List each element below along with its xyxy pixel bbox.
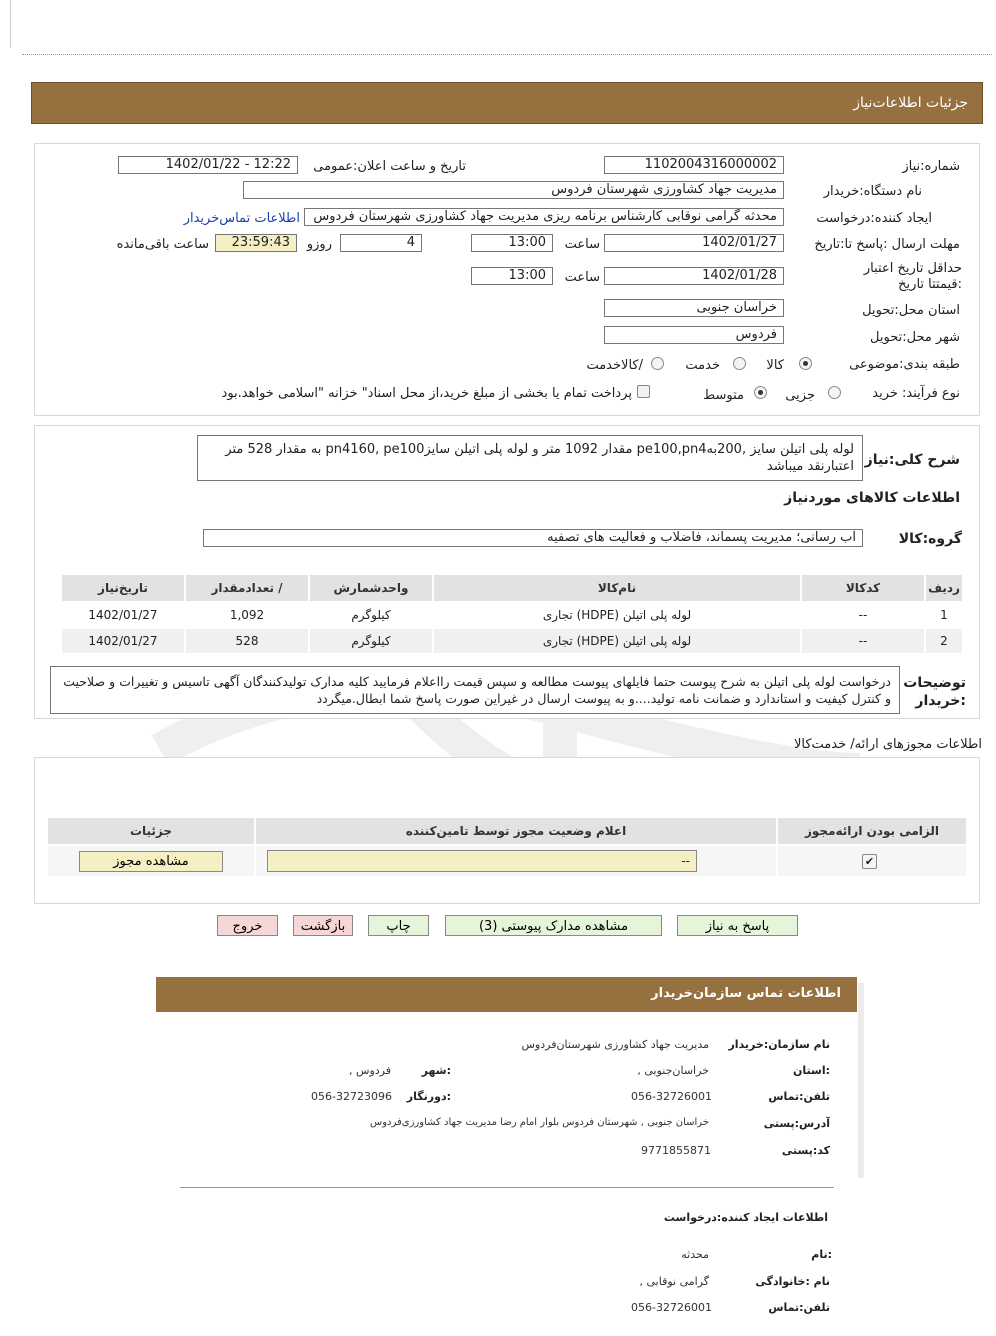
cell-unit: کیلوگرم bbox=[351, 634, 391, 648]
summary-field: لوله پلی اتیلن سایز ,200بهpe100,pn4 مقدار 1092 متر و لوله پلی اتیلن سایزpn4160, pe100 به مقدار 528 متر اعتبارنقد میباشد bbox=[197, 435, 863, 481]
buyer-notes-field: درخواست لوله پلی اتیلن به شرح پیوست حتما فایلهای پیوست مطالعه و سپس قیمت رااعلام فرمایید کلیه مدارک تولیدکنندگان آگهی تاسیس و تغییرات و صلاحیت و کنترل کیفیت و استاندارد و ضمانت نامه تولید....و به پیوست ارسال در غیراین صورت پاسخ شما ابطال.میگردد bbox=[50, 666, 900, 714]
contact-fax-label: :دورنگار bbox=[406, 1090, 451, 1103]
col-unit: واحدشمارش bbox=[310, 575, 432, 601]
group-field: آب رسانی؛ مدیریت پسماند، فاضلاب و فعالیت های تصفیه bbox=[203, 529, 863, 547]
city-field: فردوس bbox=[604, 326, 784, 344]
permits-table bbox=[46, 816, 968, 878]
creator-field: محدثه گرامی نوقابی کارشناس برنامه ریزی مدیریت جهاد کشاورزی شهرستان فردوس bbox=[304, 208, 784, 226]
checkmark-icon: ✔ bbox=[862, 854, 877, 869]
contact-phone-label: تلفن:تماس bbox=[768, 1090, 830, 1103]
cell-code: -- bbox=[858, 634, 868, 648]
buyer-org-field: مدیریت جهاد کشاورزی شهرستان فردوس bbox=[243, 181, 784, 199]
validity-hour-label: ساعت bbox=[564, 270, 600, 285]
validity-date-field: 1402/01/28 bbox=[604, 267, 784, 285]
radio-goods-label: کالا bbox=[766, 358, 784, 373]
cell-unit: کیلوگرم bbox=[351, 608, 391, 622]
radio-goods-service-label: /کالاخدمت bbox=[586, 358, 643, 373]
deadline-date-field: 1402/01/27 bbox=[604, 234, 784, 252]
contact-shadow bbox=[858, 983, 864, 1178]
cell-required bbox=[778, 846, 966, 876]
validity-label: حداقل تاریخ اعتبار :قیمتتا تاریخ bbox=[863, 261, 962, 292]
contact-phone-value: 056-32726001 bbox=[631, 1090, 712, 1103]
table-row bbox=[62, 603, 962, 627]
col-code: کدکالا bbox=[802, 575, 924, 601]
permit-status-field: -- bbox=[267, 850, 697, 872]
remaining-time-field: 23:59:43 bbox=[215, 234, 297, 252]
creator-phone-label: تلفن:تماس bbox=[768, 1301, 830, 1314]
cell-date: 1402/01/27 bbox=[88, 634, 158, 648]
creator-family-value: گرامی نوقابی , bbox=[639, 1275, 709, 1288]
radio-partial[interactable] bbox=[828, 386, 841, 399]
table-row bbox=[48, 846, 966, 876]
contact-divider bbox=[180, 1187, 834, 1188]
cell-details bbox=[48, 846, 254, 876]
cell-code: -- bbox=[858, 608, 868, 622]
payment-note: پرداخت تمام یا بخشی از مبلغ خرید،از محل اسناد" خزانه "اسلامی خواهد.بود bbox=[221, 386, 632, 401]
col-details: جزئیات bbox=[48, 818, 254, 844]
cell-status bbox=[256, 846, 776, 876]
process-label: نوع فرآیند: خرید bbox=[872, 386, 960, 401]
reply-button[interactable]: پاسخ به نیاز bbox=[677, 915, 798, 936]
category-label: طبقه بندی:موضوعی bbox=[849, 357, 960, 372]
announce-field: 1402/01/22 - 12:22 bbox=[118, 156, 298, 174]
days-field: 4 bbox=[340, 234, 422, 252]
radio-service[interactable] bbox=[733, 357, 746, 370]
radio-medium-label: متوسط bbox=[703, 388, 744, 403]
contact-city-label: :شهر bbox=[421, 1064, 451, 1077]
attachments-button[interactable]: مشاهده مدارک پیوستی (3) bbox=[445, 915, 662, 936]
contact-postal-label: کد:پستی bbox=[781, 1144, 830, 1157]
radio-goods[interactable] bbox=[799, 357, 812, 370]
province-label: استان محل:تحویل bbox=[862, 303, 960, 318]
contact-province-value: خراسان‌جنوبی , bbox=[637, 1064, 709, 1077]
buyer-notes-label: توضیحات :خریدار bbox=[903, 675, 966, 709]
cell-qty: 1,092 bbox=[229, 608, 265, 622]
group-label: گروه:کالا bbox=[898, 531, 962, 547]
radio-medium[interactable] bbox=[754, 386, 767, 399]
exit-button[interactable]: خروج bbox=[217, 915, 278, 936]
radio-partial-label: جزیی bbox=[785, 388, 815, 403]
contact-city-value: فردوس , bbox=[349, 1064, 391, 1077]
col-row: ردیف bbox=[926, 575, 962, 601]
permits-table-header bbox=[48, 818, 966, 844]
validity-time-field: 13:00 bbox=[471, 267, 553, 285]
cell-qty: 528 bbox=[235, 634, 259, 648]
creator-label: ایجاد کننده:درخواست bbox=[816, 211, 932, 226]
header-title: جزئیات اطلاعات‌نیاز bbox=[853, 95, 968, 111]
contact-postal-value: 9771855871 bbox=[641, 1144, 711, 1157]
days-label: روزو bbox=[306, 237, 332, 252]
need-number-field: 1102004316000002 bbox=[604, 156, 784, 174]
buyer-contact-link[interactable]: اطلاعات تماس‌خریدار bbox=[183, 211, 300, 226]
deadline-hour-label: ساعت bbox=[564, 237, 600, 252]
contact-org-label: نام سازمان:خریدار bbox=[728, 1038, 830, 1051]
creator-phone-value: 056-32726001 bbox=[631, 1301, 712, 1314]
radio-goods-service[interactable] bbox=[651, 357, 664, 370]
cell-name: لوله پلی اتیلن (HDPE) تجاری bbox=[542, 608, 692, 622]
cell-row: 1 bbox=[940, 608, 948, 622]
creator-title: اطلاعات ایجاد کننده:درخواست bbox=[663, 1211, 828, 1224]
col-date: تاریخ‌نیاز bbox=[62, 575, 184, 601]
table-row bbox=[62, 629, 962, 653]
province-field: خراسان جنوبی bbox=[604, 299, 784, 317]
city-label: شهر محل:تحویل bbox=[870, 330, 960, 345]
col-name: نام‌کالا bbox=[434, 575, 800, 601]
print-button[interactable]: چاپ bbox=[368, 915, 429, 936]
radio-service-label: خدمت bbox=[685, 358, 720, 373]
remaining-label: ساعت باقی‌مانده bbox=[116, 237, 209, 252]
col-required: الزامی بودن ارائه‌مجوز bbox=[778, 818, 966, 844]
goods-table-header bbox=[62, 575, 962, 601]
permits-title: اطلاعات مجوزهای ارائه/ خدمت‌کالا bbox=[793, 737, 982, 752]
view-permit-button[interactable]: مشاهده مجوز bbox=[79, 851, 223, 872]
top-rule bbox=[22, 54, 992, 55]
contact-province-label: :استان bbox=[793, 1064, 830, 1077]
details-header-bar bbox=[31, 82, 983, 124]
contact-fax-value: 056-32723096 bbox=[311, 1090, 392, 1103]
deadline-time-field: 13:00 bbox=[471, 234, 553, 252]
contact-org-value: مدیریت جهاد کشاورزی شهرستان‌فردوس bbox=[521, 1038, 709, 1051]
contact-title: اطلاعات تماس سازمان‌خریدار bbox=[651, 986, 841, 1001]
contact-address-label: آدرس:پستی bbox=[763, 1117, 830, 1130]
contact-address-value: خراسان جنوبی , شهرستان فردوس بلوار امام رضا مدیریت جهاد کشاورزی‌فردوس bbox=[369, 1117, 709, 1128]
goods-table bbox=[60, 573, 964, 655]
col-qty: / تعدادمقدار bbox=[186, 575, 308, 601]
left-edge-line bbox=[10, 0, 11, 48]
goods-info-label: اطلاعات کالاهای موردنیاز bbox=[784, 490, 960, 506]
cell-name: لوله پلی اتیلن (HDPE) تجاری bbox=[542, 634, 692, 648]
treasury-checkbox[interactable] bbox=[637, 385, 650, 398]
deadline-label: مهلت ارسال :پاسخ تا:تاریخ bbox=[814, 237, 960, 252]
summary-label: شرح کلی:نیاز bbox=[864, 452, 960, 468]
cell-date: 1402/01/27 bbox=[88, 608, 158, 622]
back-button[interactable]: بازگشت bbox=[293, 915, 353, 936]
creator-family-label: نام :خانوادگی bbox=[755, 1275, 830, 1288]
creator-name-value: محدثه bbox=[681, 1248, 709, 1261]
creator-name-label: :نام bbox=[811, 1248, 832, 1261]
contact-header-bar bbox=[156, 977, 857, 1012]
cell-row: 2 bbox=[940, 634, 948, 648]
buyer-org-label: نام دستگاه:خریدار bbox=[823, 184, 922, 199]
need-number-label: شماره:نیاز bbox=[902, 159, 960, 174]
announce-label: تاریخ و ساعت اعلان:عمومی bbox=[313, 159, 466, 174]
col-status: اعلام وضعیت مجوز توسط تامین‌کننده bbox=[256, 818, 776, 844]
